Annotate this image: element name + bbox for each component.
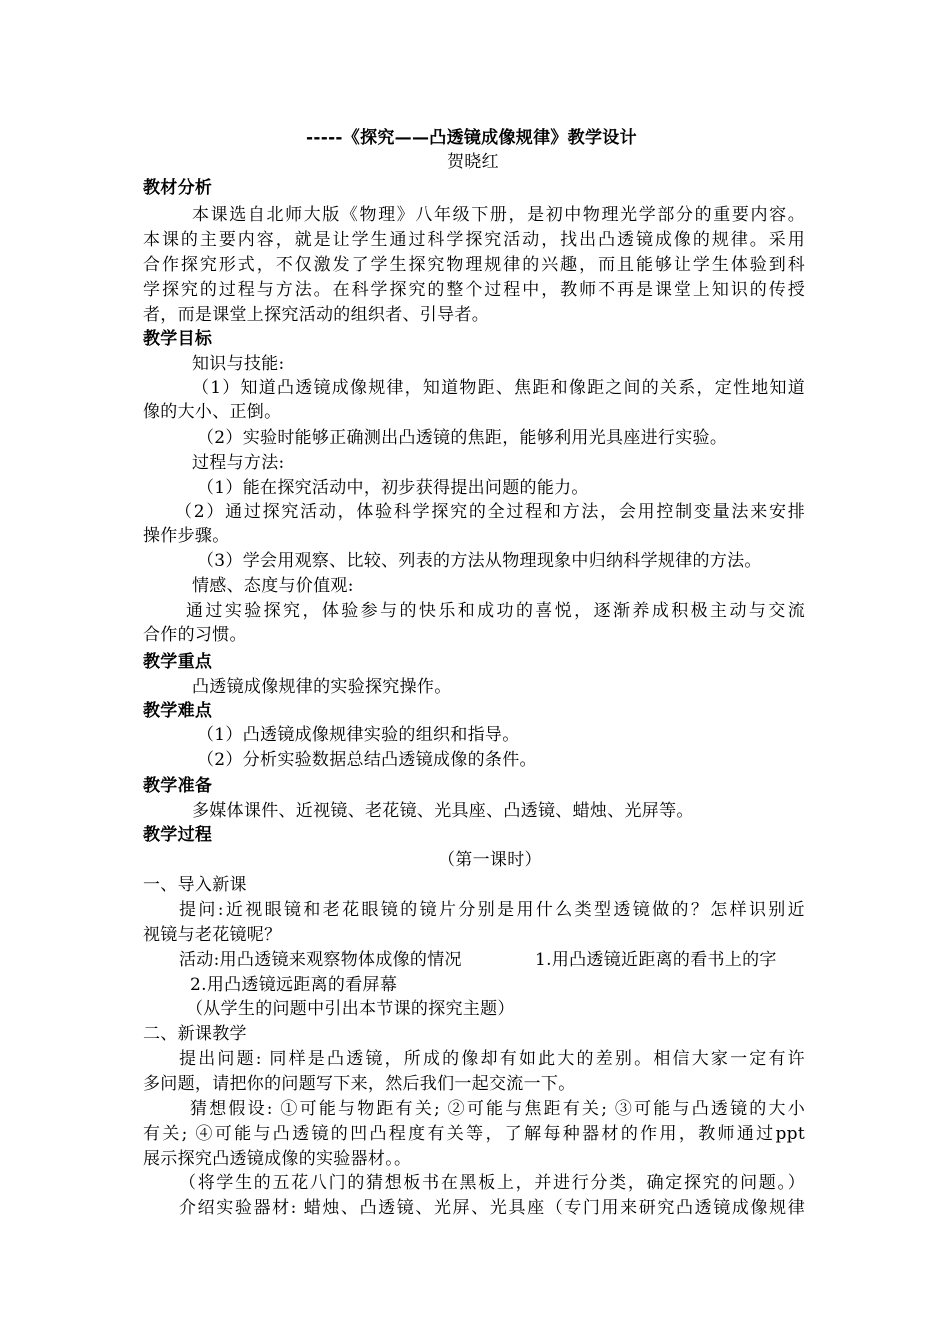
process-line-8: 二、新课教学 — [143, 1024, 247, 1044]
process-line-13: 展示探究凸透镜成像的实验器材。。 — [143, 1149, 412, 1169]
section-heading-key: 教学重点 — [143, 652, 213, 672]
process-line-9: 提出问题: 同样是凸透镜，所成的像却有如此大的差别。相信大家一定有许 — [179, 1049, 805, 1069]
prep-line-1: 多媒体课件、近视镜、老花镜、光具座、凸透镜、蜡烛、光屏等。 — [192, 801, 694, 821]
section-heading-difficulty: 教学难点 — [143, 701, 213, 721]
goals-line-10: 情感、态度与价值观: — [192, 576, 354, 596]
difficulty-line-1: （1）凸透镜成像规律实验的组织和指导。 — [197, 725, 520, 745]
analysis-line-5: 者，而是课堂上探究活动的组织者、引导者。 — [143, 305, 489, 325]
section-heading-prep: 教学准备 — [143, 776, 213, 796]
goals-line-4: （2）实验时能够正确测出凸透镜的焦距，能够利用光具座进行实验。 — [197, 428, 728, 448]
process-line-10: 多问题，请把你的问题写下来，然后我们一起交流一下。 — [143, 1074, 576, 1094]
session-label: （第一课时） — [438, 850, 542, 870]
author-name: 贺晓红 — [447, 152, 499, 172]
process-line-15: 介绍实验器材: 蜡烛、凸透镜、光屏、光具座（专门用来研究凸透镜成像规律 — [179, 1198, 805, 1218]
process-line-2: 提问:近视眼镜和老花眼镜的镜片分别是用什么类型透镜做的？怎样识别近 — [179, 900, 805, 920]
process-line-1: 一、导入新课 — [143, 875, 247, 895]
goals-line-6: （1）能在探究活动中，初步获得提出问题的能力。 — [197, 478, 589, 498]
section-heading-goals: 教学目标 — [143, 329, 213, 349]
goals-line-3: 像的大小、正倒。 — [143, 402, 282, 422]
goals-line-12: 合作的习惯。 — [143, 625, 247, 645]
process-line-14: （将学生的五花八门的猜想板书在黑板上，并进行分类，确定探究的问题。） — [179, 1173, 805, 1193]
process-line-7: （从学生的问题中引出本节课的探究主题） — [186, 999, 515, 1019]
difficulty-line-2: （2）分析实验数据总结凸透镜成像的条件。 — [197, 750, 537, 770]
document-title: -----《探究——凸透镜成像规律》教学设计 — [306, 128, 637, 148]
process-line-12: 有关; ④可能与凸透镜的凹凸程度有关等，了解每种器材的作用，教师通过ppt — [143, 1124, 805, 1144]
analysis-line-2: 本课的主要内容，就是让学生通过科学探究活动，找出凸透镜成像的规律。采用 — [143, 230, 805, 250]
goals-line-7: （2）通过探究活动，体验科学探究的全过程和方法，会用控制变量法来安排 — [175, 502, 805, 522]
section-heading-process: 教学过程 — [143, 825, 213, 845]
process-line-5: 1.用凸透镜近距离的看书上的字 — [535, 950, 777, 970]
goals-line-1: 知识与技能: — [192, 354, 285, 374]
analysis-line-3: 合作探究形式，不仅激发了学生探究物理规律的兴趣，而且能够让学生体验到科 — [143, 255, 805, 275]
analysis-line-4: 学探究的过程与方法。在科学探究的整个过程中，教师不再是课堂上知识的传授 — [143, 280, 805, 300]
process-line-3: 视镜与老花镜呢？ — [143, 925, 282, 945]
goals-line-11: 通过实验探究，体验参与的快乐和成功的喜悦，逐渐养成积极主动与交流 — [186, 601, 805, 621]
process-line-6: 2.用凸透镜远距离的看屏幕 — [190, 975, 398, 995]
goals-line-2: （1）知道凸透镜成像规律，知道物距、焦距和像距之间的关系，定性地知道 — [192, 378, 805, 398]
process-line-4: 活动:用凸透镜来观察物体成像的情况 — [179, 950, 462, 970]
section-heading-analysis: 教材分析 — [143, 178, 213, 198]
process-line-11: 猜想假设: ①可能与物距有关; ②可能与焦距有关; ③可能与凸透镜的大小 — [190, 1099, 805, 1119]
goals-line-5: 过程与方法: — [192, 453, 285, 473]
goals-line-9: （3）学会用观察、比较、列表的方法从物理现象中归纳科学规律的方法。 — [197, 551, 762, 571]
goals-line-8: 操作步骤。 — [143, 526, 230, 546]
analysis-line-1: 本课选自北师大版《物理》八年级下册，是初中物理光学部分的重要内容。 — [192, 205, 805, 225]
key-line-1: 凸透镜成像规律的实验探究操作。 — [192, 677, 452, 697]
